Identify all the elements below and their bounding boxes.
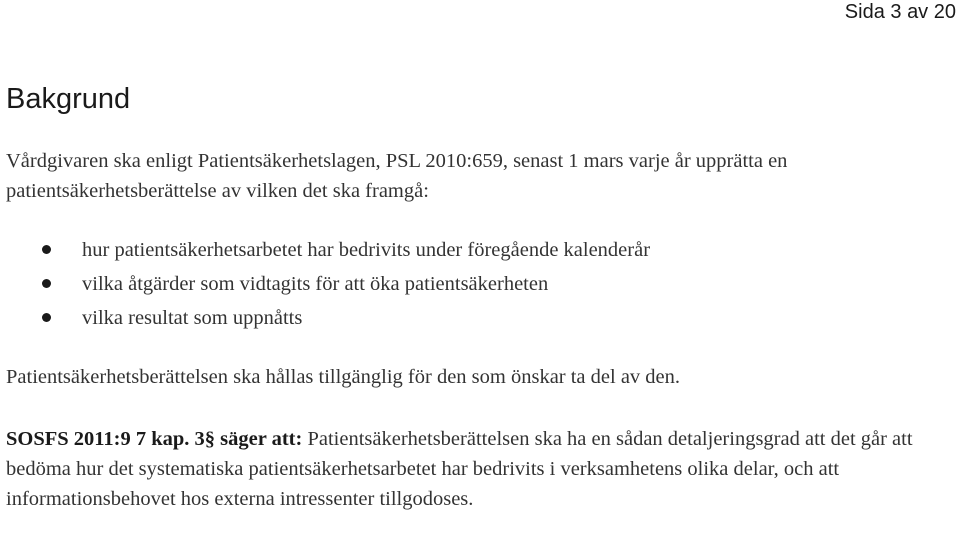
availability-paragraph: Patientsäkerhetsberättelsen ska hållas tillgänglig för den som önskar ta del av den. bbox=[6, 366, 681, 388]
list-item bbox=[0, 233, 900, 267]
intro-paragraph: Vårdgivaren ska enligt Patientsäkerhetslagen, PSL 2010:659, senast 1 mars varje år upprätta en patientsäkerhetsberättelse av vilken det ska framgå: bbox=[6, 150, 788, 202]
list-item-text: vilka resultat som uppnåtts bbox=[82, 307, 303, 329]
bullet-icon bbox=[42, 279, 51, 288]
bullet-icon bbox=[42, 245, 51, 254]
regulation-paragraph bbox=[6, 424, 951, 514]
requirements-list bbox=[0, 233, 900, 335]
list-item-text: hur patientsäkerhetsarbetet har bedrivits under föregående kalenderår bbox=[82, 239, 651, 261]
list-item bbox=[0, 301, 900, 335]
regulation-reference: SOSFS 2011:9 7 kap. 3§ säger att: bbox=[6, 428, 303, 450]
bullet-icon bbox=[42, 313, 51, 322]
regulation-text: Patientsäkerhetsberättelsen ska ha en sådan detaljeringsgrad att det går att bedöma hur det systematiska patientsäkerhetsarbetet har bedrivits i verksamhetens olika delar, och att informationsbehovet hos externa intressenter tillgodoses. bbox=[6, 428, 913, 510]
page-number: Sida 3 av 20 bbox=[844, 1, 956, 23]
list-item-text: vilka åtgärder som vidtagits för att öka patientsäkerheten bbox=[82, 273, 549, 295]
section-heading: Bakgrund bbox=[6, 83, 131, 115]
list-item bbox=[0, 267, 900, 301]
